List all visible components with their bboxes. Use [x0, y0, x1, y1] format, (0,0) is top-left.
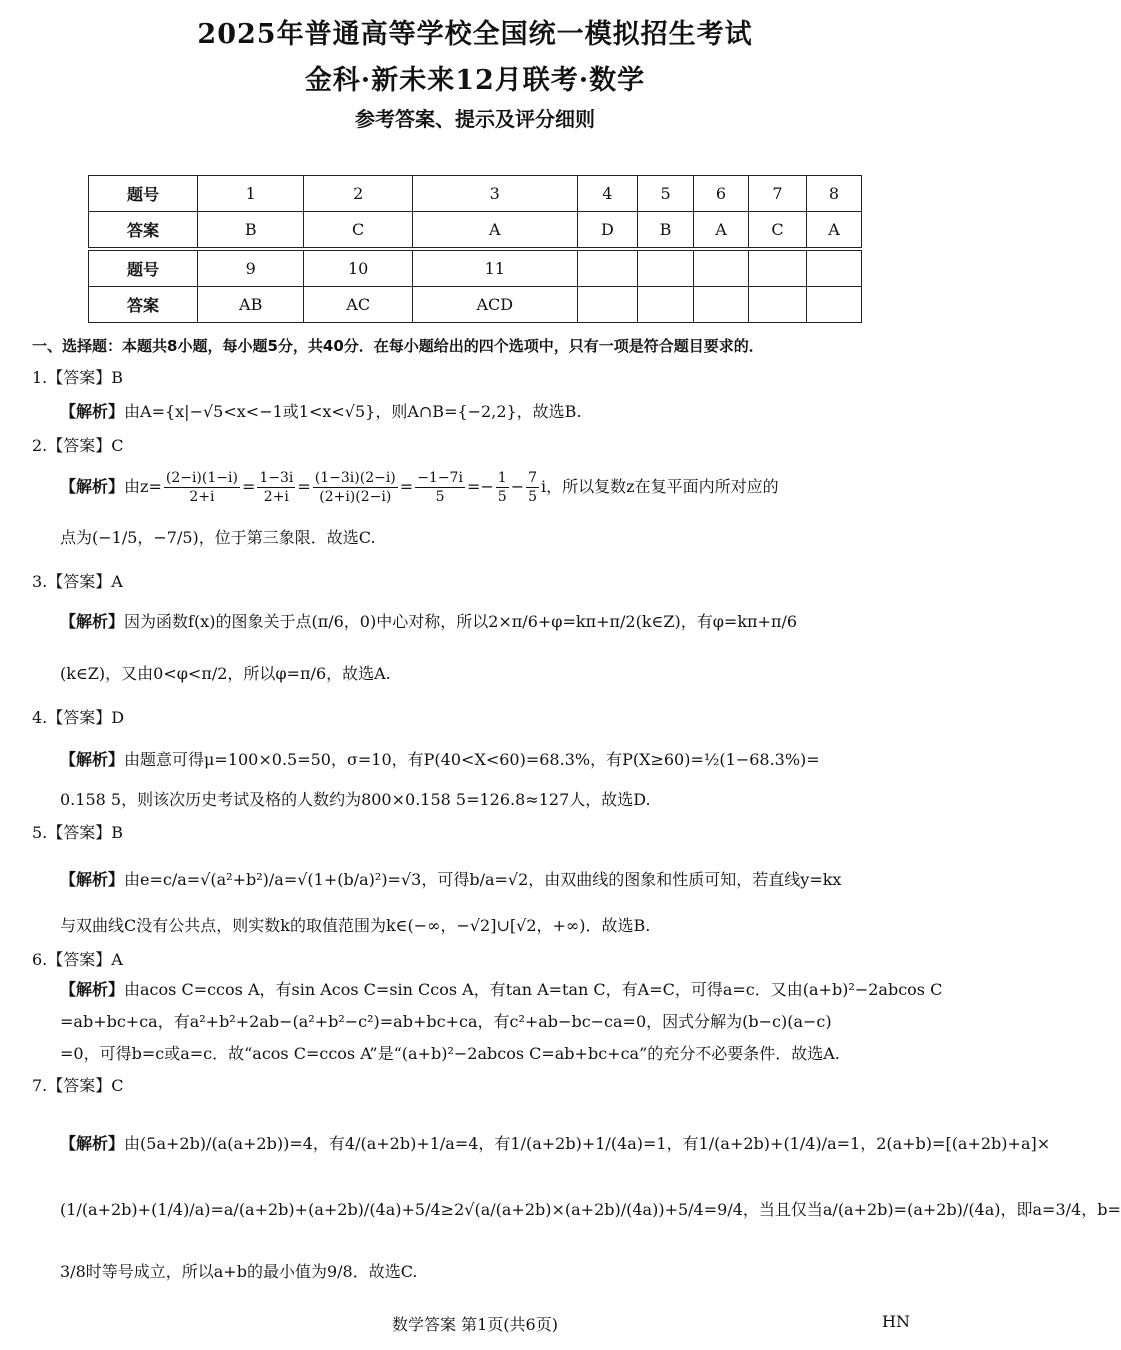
table-cell	[693, 287, 748, 323]
table-cell	[638, 287, 694, 323]
row-label: 答案	[89, 212, 198, 250]
table-cell: C	[748, 212, 806, 250]
table-cell: C	[304, 212, 413, 250]
table-cell: D	[577, 212, 638, 250]
answer-heading: 3.【答案】A	[32, 572, 123, 591]
answer-heading: 2.【答案】C	[32, 436, 124, 455]
page-subhead: 参考答案、提示及评分细则	[355, 107, 595, 131]
solution-line	[60, 980, 942, 1000]
fraction: $\frac{1-3i}{2+i}$	[259, 470, 294, 505]
solution-line: =ab+bc+ca，有a²+b²+2ab−(a²+b²−c²)=ab+bc+ca，有c²+ab−bc−ca=0，因式分解为(b−c)(a−c)	[60, 1012, 832, 1031]
answer-heading: 4.【答案】D	[32, 708, 125, 727]
table-cell	[638, 249, 694, 287]
solution-text: 由e=c/a=√(a²+b²)/a=√(1+(b/a)²)=√3，可得b/a=√2，由双曲线的图象和性质可知，若直线y=kx	[124, 870, 842, 889]
fraction: $\frac{-1-7i}{5}$	[417, 470, 463, 505]
table-cell	[577, 249, 638, 287]
solution-line: 点为(−1/5，−7/5)，位于第三象限．故选C.	[60, 528, 376, 547]
table-row	[89, 212, 862, 250]
solution-line: (k∈Z)，又由0<φ<π/2，所以φ=π/6，故选A.	[60, 664, 391, 683]
table-cell	[577, 287, 638, 323]
table-cell	[806, 287, 861, 323]
solution-tag: 【解析】	[60, 870, 125, 889]
table-cell: 2	[304, 176, 413, 212]
solution-text: 由(5a+2b)/(a(a+2b))=4，有4/(a+2b)+1/a=4，有1/(a+2b)+1/(4a)=1，有1/(a+2b)+(1/4)/a=1，2(a+b)=[(a+2b)+a]×	[124, 1134, 1051, 1153]
table-cell: 1	[198, 176, 304, 212]
answer-heading: 1.【答案】B	[32, 368, 124, 387]
answer-heading: 6.【答案】A	[32, 950, 123, 969]
table-cell: B	[198, 212, 304, 250]
table-cell: 3	[412, 176, 577, 212]
page-footer: 数学答案 第1页(共6页)	[392, 1315, 558, 1334]
answer-table	[88, 175, 862, 323]
solution-text: 因为函数f(x)的图象关于点(π/6，0)中心对称，所以2×π/6+φ=kπ+π/2(k∈Z)，有φ=kπ+π/6	[124, 612, 798, 631]
table-cell	[693, 249, 748, 287]
table-cell: 6	[693, 176, 748, 212]
row-label: 答案	[89, 287, 198, 323]
table-cell: 7	[748, 176, 806, 212]
solution-line	[60, 750, 820, 770]
table-cell: 9	[198, 249, 304, 287]
solution-tag: 【解析】	[60, 402, 125, 421]
fraction: $\frac{7}{5}$	[528, 470, 538, 505]
table-cell: AC	[304, 287, 413, 323]
table-cell: A	[806, 212, 861, 250]
table-cell	[748, 249, 806, 287]
page-title: 2025年普通高等学校全国统一模拟招生考试	[197, 19, 753, 50]
table-cell: 5	[638, 176, 694, 212]
solution-line	[60, 870, 841, 890]
solution-tag: 【解析】	[60, 750, 125, 769]
fraction: $\frac{1}{5}$	[497, 470, 507, 505]
table-cell: 8	[806, 176, 861, 212]
section-heading: 一、选择题：本题共8小题，每小题5分，共40分．在每小题给出的四个选项中，只有一项是符合题目要求的．	[32, 337, 764, 355]
solution-tag: 【解析】	[60, 477, 125, 496]
solution-line: =0，可得b=c或a=c．故“acos C=ccos A”是“(a+b)²−2abcos C=ab+bc+ca”的充分不必要条件．故选A.	[60, 1044, 840, 1063]
region-code: HN	[882, 1312, 910, 1331]
table-cell: ACD	[412, 287, 577, 323]
fraction: $\frac{(2-i)(1-i)}{2+i}$	[165, 470, 238, 505]
solution-text: 由题意可得μ=100×0.5=50，σ=10，有P(40<X<60)=68.3%，有P(X≥60)=½(1−68.3%)=	[124, 750, 820, 769]
fraction: $\frac{(1-3i)(2-i)}{(2+i)(2-i)}$	[314, 470, 396, 505]
table-row	[89, 287, 862, 323]
solution-tag: 【解析】	[60, 980, 125, 999]
table-cell	[748, 287, 806, 323]
solution-line: 3/8时等号成立，所以a+b的最小值为9/8．故选C.	[60, 1262, 418, 1281]
table-cell: 10	[304, 249, 413, 287]
row-label: 题号	[89, 249, 198, 287]
solution-line	[60, 612, 797, 632]
table-row	[89, 176, 862, 212]
answer-heading: 5.【答案】B	[32, 823, 124, 842]
solution-text: 由A={x|−√5<x<−1或1<x<√5}，则A∩B={−2,2}，故选B.	[124, 402, 582, 421]
table-cell: A	[412, 212, 577, 250]
solution-tag: 【解析】	[60, 612, 125, 631]
solution-line: (1/(a+2b)+(1/4)/a)=a/(a+2b)+(a+2b)/(4a)+5/4≥2√(a/(a+2b)×(a+2b)/(4a))+5/4=9/4，当且仅当a/(a+2b)=(a+2b)/(4a)，即a=3/4，b=	[60, 1200, 1121, 1219]
table-cell: B	[638, 212, 694, 250]
solution-line	[60, 1134, 1050, 1154]
solution-tag: 【解析】	[60, 1134, 125, 1153]
page-subtitle: 金科·新未来12月联考·数学	[304, 65, 646, 96]
table-cell: AB	[198, 287, 304, 323]
answer-heading: 7.【答案】C	[32, 1076, 124, 1095]
solution-text: ，所以复数z在复平面内所对应的	[546, 477, 779, 496]
table-cell	[806, 249, 861, 287]
table-cell: 4	[577, 176, 638, 212]
row-label: 题号	[89, 176, 198, 212]
solution-line: 0.158 5，则该次历史考试及格的人数约为800×0.158 5=126.8≈127人，故选D.	[60, 790, 651, 809]
solution-text: 由z=	[124, 477, 162, 496]
solution-line	[60, 402, 582, 422]
solution-line: 【解析】由z= $\frac{(2-i)(1-i)}{2+i}$ = $\frac{1-3i}{2+i}$ = $\frac{(1-3i)(2-i)}{(2+i)(2-i)}$ = $\frac{-1-7i}{5}$ =− $\frac{1}{5}$ − $\frac{7}{5}$ i，所以复数z在复平面内所对应的	[60, 470, 779, 505]
table-cell: A	[693, 212, 748, 250]
table-cell: 11	[412, 249, 577, 287]
solution-text: 由acos C=ccos A，有sin Acos C=sin Ccos A，有tan A=tan C，有A=C，可得a=c．又由(a+b)²−2abcos C	[124, 980, 943, 999]
solution-line: 与双曲线C没有公共点，则实数k的取值范围为k∈(−∞，−√2]∪[√2，+∞)．故选B.	[60, 916, 651, 935]
table-row	[89, 249, 862, 287]
